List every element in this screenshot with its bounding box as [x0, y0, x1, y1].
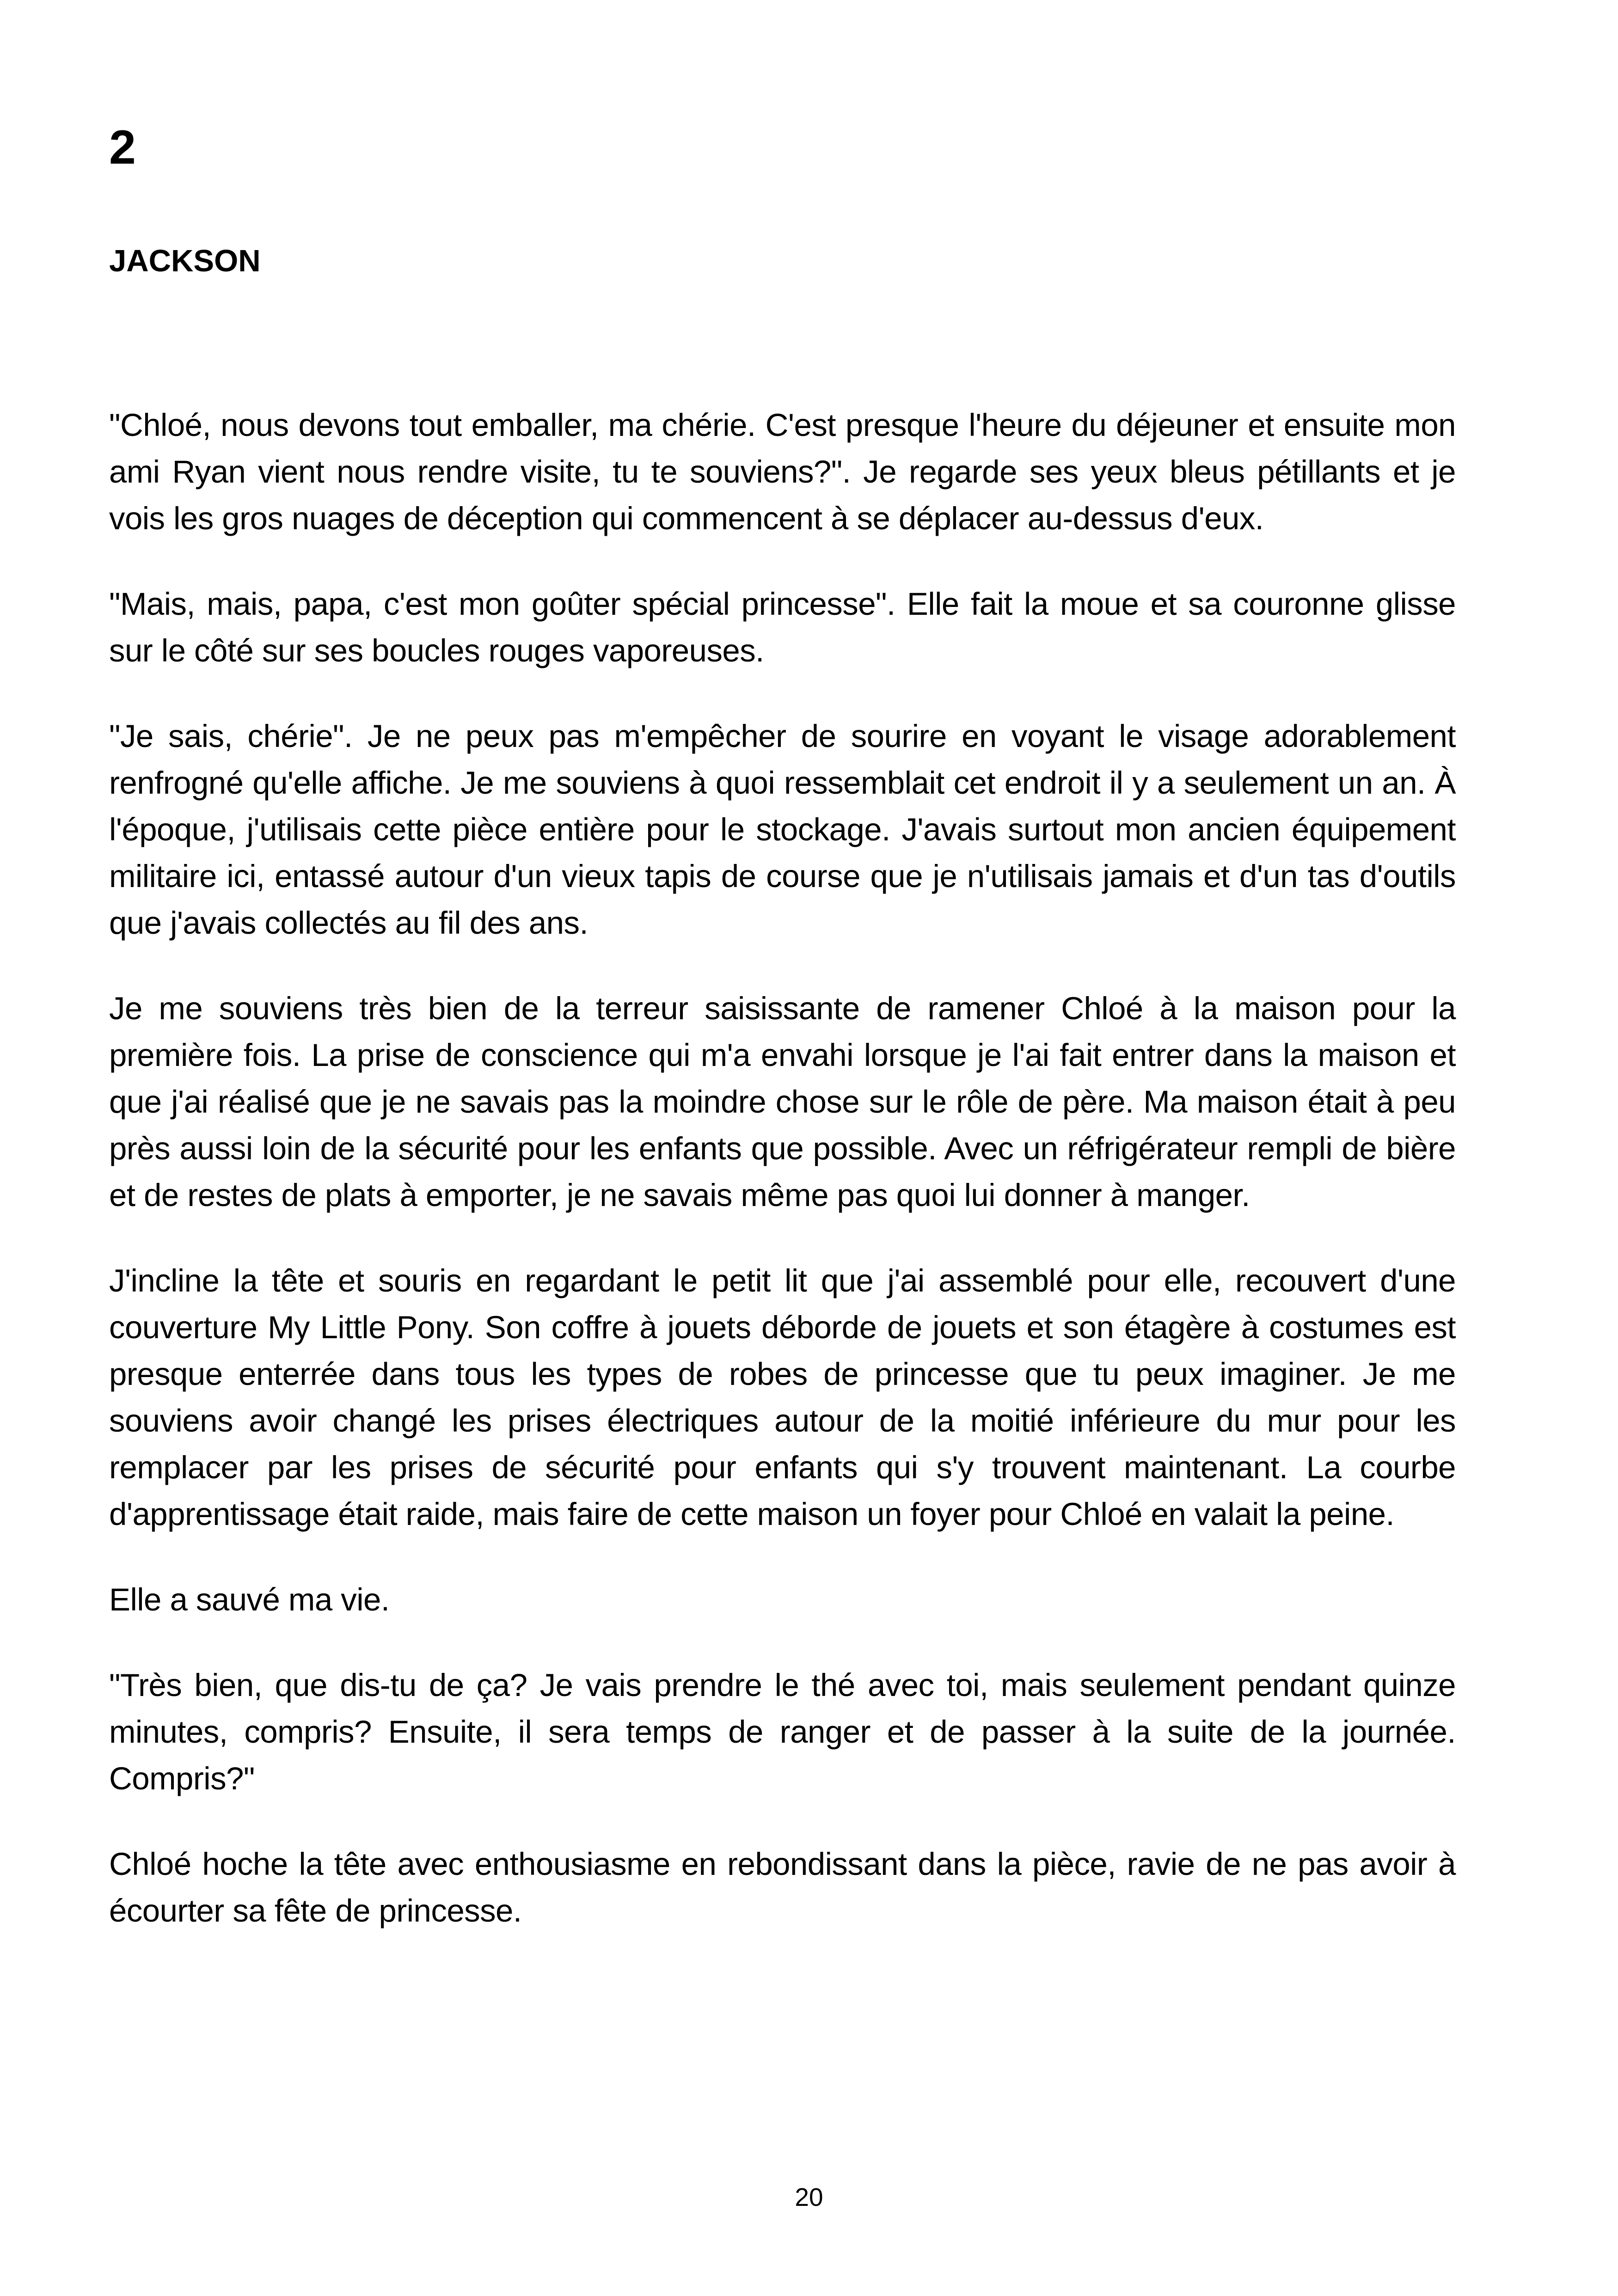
paragraph: "Mais, mais, papa, c'est mon goûter spécial princesse". Elle fait la moue et sa couronne glisse sur le côté sur ses boucles rouges vaporeuses. [109, 586, 1456, 668]
paragraph: "Chloé, nous devons tout emballer, ma chérie. C'est presque l'heure du déjeuner et ensuite mon ami Ryan vient nous rendre visite, tu te souviens?". Je regarde ses yeux bleus pétillants et je vois les gros nuages de déception qui commencent à se déplacer au-dessus d'eux. [109, 407, 1456, 536]
paragraph: Chloé hoche la tête avec enthousiasme en rebondissant dans la pièce, ravie de ne pas avoir à écourter sa fête de princesse. [109, 1846, 1456, 1929]
chapter-number: 2 [109, 121, 136, 174]
paragraph: Je me souviens très bien de la terreur saisissante de ramener Chloé à la maison pour la première fois. La prise de conscience qui m'a envahi lorsque je l'ai fait entrer dans la maison et que j'ai réalisé que je ne savais pas la moindre chose sur le rôle de père. Ma maison était à peu près aussi loin de la sécurité pour les enfants que possible. Avec un réfrigérateur rempli de bière et de restes de plats à emporter, je ne savais même pas quoi lui donner à manger. [109, 991, 1456, 1213]
paragraph: "Très bien, que dis-tu de ça? Je vais prendre le thé avec toi, mais seulement pendant quinze minutes, compris? Ensuite, il sera temps de ranger et de passer à la suite de la journée. Compris?" [109, 1667, 1456, 1796]
paragraph: "Je sais, chérie". Je ne peux pas m'empêcher de sourire en voyant le visage adorablement renfrogné qu'elle affiche. Je me souviens à quoi ressemblait cet endroit il y a seulement un an. À l'époque, j'utilisais cette pièce entière pour le stockage. J'avais surtout mon ancien équipement militaire ici, entassé autour d'un vieux tapis de course que je n'utilisais jamais et d'un tas d'outils que j'avais collectés au fil des ans. [109, 718, 1456, 941]
paragraph: J'incline la tête et souris en regardant le petit lit que j'ai assemblé pour elle, recouvert d'une couverture My Little Pony. Son coffre à jouets déborde de jouets et son étagère à costumes est presque enterrée dans tous les types de robes de princesse que tu peux imaginer. Je me souviens avoir changé les prises électriques autour de la moitié inférieure du mur pour les remplacer par les prises de sécurité pour enfants qui s'y trouvent maintenant. La courbe d'apprentissage était raide, mais faire de cette maison un foyer pour Chloé en valait la peine. [109, 1263, 1456, 1532]
paragraph: Elle a sauvé ma vie. [109, 1582, 390, 1617]
chapter-body [109, 402, 1456, 1973]
chapter-title: JACKSON [109, 244, 261, 278]
page-number: 20 [795, 2183, 823, 2211]
